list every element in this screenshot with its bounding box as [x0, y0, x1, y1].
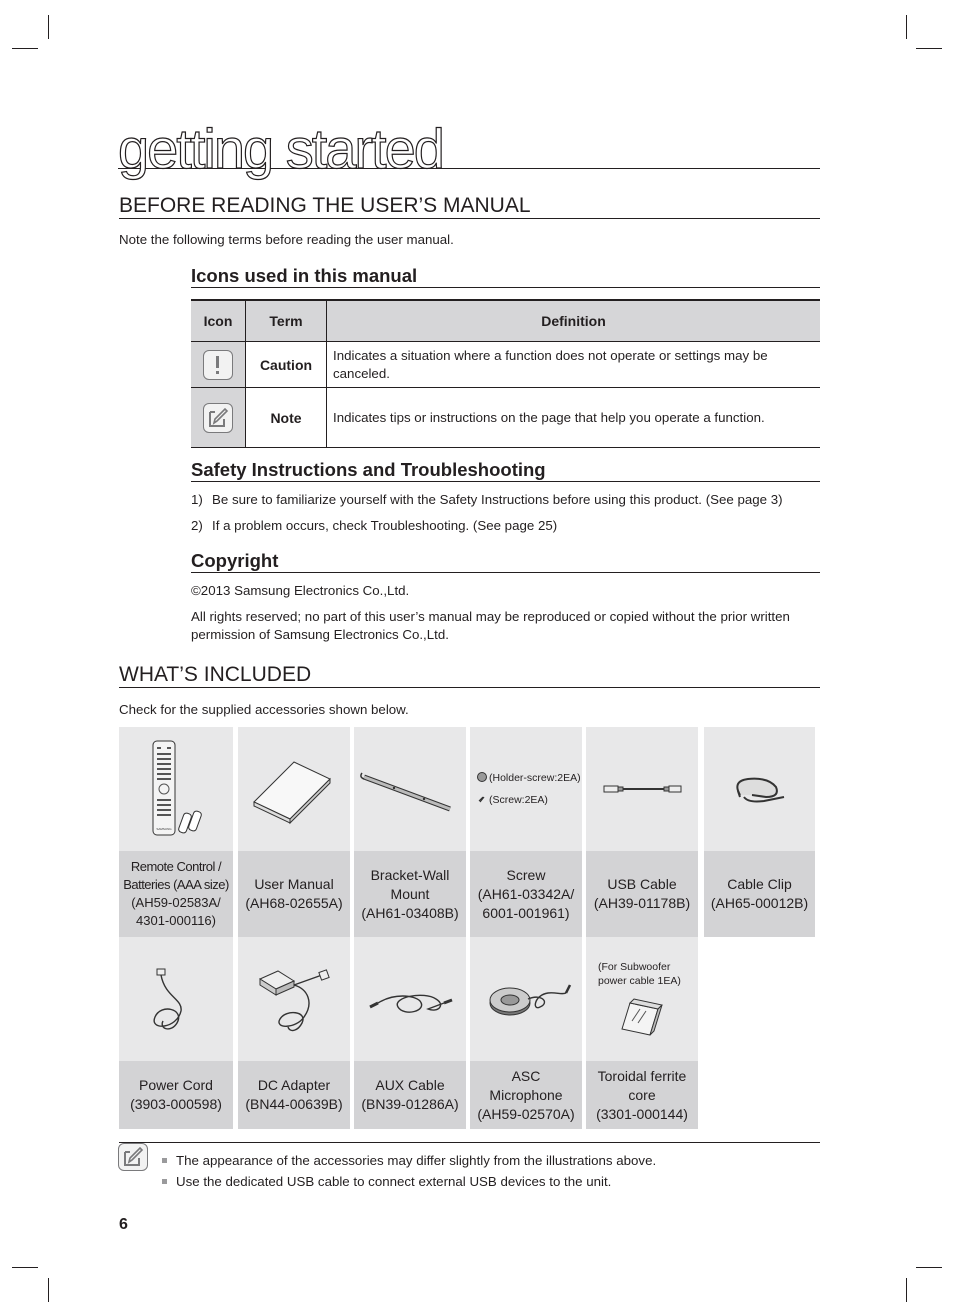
note-item [162, 1152, 656, 1170]
accessory-code: (AH59-02570A) [477, 1105, 575, 1122]
accessory-code: (AH39-01178B) [593, 895, 691, 911]
accessory-caption [119, 1061, 233, 1129]
accessory-remote [119, 727, 233, 937]
accessory-aux-cable [354, 937, 466, 1129]
manual-illustration [238, 727, 350, 851]
note-text: The appearance of the accessories may differ slightly from the illustrations above. [176, 1153, 657, 1168]
accessory-caption [586, 851, 698, 937]
accessory-name: Remote Control / Batteries (AAA size) [123, 859, 229, 892]
accessory-code: (AH61-03408B) [361, 904, 459, 921]
accessory-caption [470, 1061, 582, 1129]
chapter-title: getting started [118, 117, 443, 180]
screw-note-screw: (Screw:2EA) [489, 794, 548, 806]
accessory-cable-clip [704, 727, 815, 937]
aux-cable-illustration [354, 937, 466, 1061]
section-heading-before-reading: BEFORE READING THE USER’S MANUAL [119, 194, 820, 219]
power-cord-illustration [119, 937, 233, 1061]
section-heading-whats-included: WHAT’S INCLUDED [119, 663, 820, 688]
ferrite-note: (For Subwoofer power cable 1EA) [598, 961, 681, 987]
caution-icon [203, 350, 233, 380]
icons-table [191, 299, 820, 448]
accessory-ferrite-core [586, 937, 698, 1129]
copyright-line: ©2013 Samsung Electronics Co.,Ltd. [191, 583, 410, 598]
dc-adapter-illustration [238, 937, 350, 1061]
definition-cell: Indicates tips or instructions on the page that help you operate a function. [327, 388, 821, 448]
subheading-copyright: Copyright [191, 550, 820, 573]
list-item-text: Be sure to familiarize yourself with the Safety Instructions before using this product. (See page 3) [212, 492, 783, 507]
term-cell: Note [246, 388, 327, 448]
subheading-safety: Safety Instructions and Troubleshooting [191, 459, 820, 482]
accessory-caption [586, 1061, 698, 1129]
crop-mark [906, 15, 907, 39]
accessory-name: Power Cord [139, 1077, 213, 1093]
accessory-code: (BN44-00639B) [245, 1096, 343, 1112]
accessory-bracket [354, 727, 466, 937]
definition-cell: Indicates a situation where a function does not operate or settings may be canceled. [327, 342, 821, 388]
crop-mark [48, 1278, 49, 1302]
accessory-code: (AH68-02655A) [245, 895, 343, 911]
accessory-caption [238, 1061, 350, 1129]
accessory-code: (AH65-00012B) [710, 895, 809, 911]
crop-mark [906, 1278, 907, 1302]
note-icon [118, 1143, 148, 1171]
bracket-illustration [354, 727, 466, 851]
remote-brand: SAMSUNG [156, 827, 172, 831]
note-divider [119, 1142, 820, 1143]
accessory-name: User Manual [254, 876, 334, 892]
crop-mark [48, 15, 49, 39]
screw-note-holder: (Holder-screw:2EA) [489, 772, 581, 784]
crop-mark [12, 48, 38, 49]
screw-illustration [470, 727, 582, 851]
table-header-row [191, 300, 820, 342]
chapter-title-bar [118, 112, 820, 180]
usb-illustration [586, 727, 698, 851]
accessory-caption [470, 851, 582, 937]
accessory-code: (3903-000598) [130, 1096, 222, 1112]
table-row [191, 388, 820, 448]
subheading-icons: Icons used in this manual [191, 265, 820, 288]
accessory-caption [354, 851, 466, 937]
section-intro: Note the following terms before reading the user manual. [119, 232, 454, 247]
clip-illustration [704, 727, 815, 851]
list-number: 1) [191, 492, 203, 507]
icon-cell [191, 388, 246, 448]
header-icon: Icon [191, 300, 246, 342]
accessory-dc-adapter [238, 937, 350, 1129]
accessory-name: Bracket-Wall Mount [370, 866, 450, 902]
accessory-usb-cable [586, 727, 698, 937]
accessory-caption [354, 1061, 466, 1129]
accessory-name: AUX Cable [375, 1077, 445, 1093]
ferrite-illustration [586, 937, 698, 1061]
term-cell: Caution [246, 342, 327, 388]
accessory-code: (BN39-01286A) [361, 1096, 459, 1112]
accessory-caption [119, 851, 233, 937]
section-intro: Check for the supplied accessories shown below. [119, 702, 409, 717]
accessory-name: USB Cable [607, 876, 677, 892]
note-icon [203, 403, 233, 433]
list-item [191, 491, 203, 509]
crop-mark [916, 1267, 942, 1268]
header-definition: Definition [327, 300, 821, 342]
crop-mark [12, 1267, 38, 1268]
accessory-power-cord [119, 937, 233, 1129]
icon-cell [191, 342, 246, 388]
header-term: Term [246, 300, 327, 342]
accessory-asc-microphone [470, 937, 582, 1129]
note-item [162, 1173, 611, 1191]
page-number: 6 [119, 1216, 128, 1233]
microphone-illustration [470, 937, 582, 1061]
list-item-text: If a problem occurs, check Troubleshooting. (See page 25) [212, 518, 558, 533]
list-number: 2) [191, 518, 203, 533]
accessory-caption [238, 851, 350, 937]
copyright-text: All rights reserved; no part of this user’s manual may be reproduced or copied without the prior written permission of Samsung Electronics Co.,Ltd. [191, 609, 790, 642]
accessory-code: (3301-000144) [596, 1105, 688, 1122]
accessory-screw [470, 727, 582, 937]
accessory-name: Cable Clip [727, 876, 792, 892]
accessory-caption [704, 851, 815, 937]
table-row [191, 342, 820, 388]
accessory-user-manual [238, 727, 350, 937]
accessory-name: DC Adapter [257, 1077, 331, 1093]
crop-mark [916, 48, 942, 49]
remote-illustration [119, 727, 233, 851]
accessory-name: Toroidal ferrite core [597, 1067, 687, 1103]
note-text: Use the dedicated USB cable to connect external USB devices to the unit. [176, 1174, 612, 1189]
accessory-code: (AH61-03342A/ 6001-001961) [477, 885, 575, 921]
accessory-code: (AH59-02583A/ 4301-000116) [131, 895, 221, 928]
list-item [191, 517, 203, 535]
accessory-name: ASC Microphone [489, 1067, 563, 1103]
accessory-name: Screw [506, 866, 546, 883]
